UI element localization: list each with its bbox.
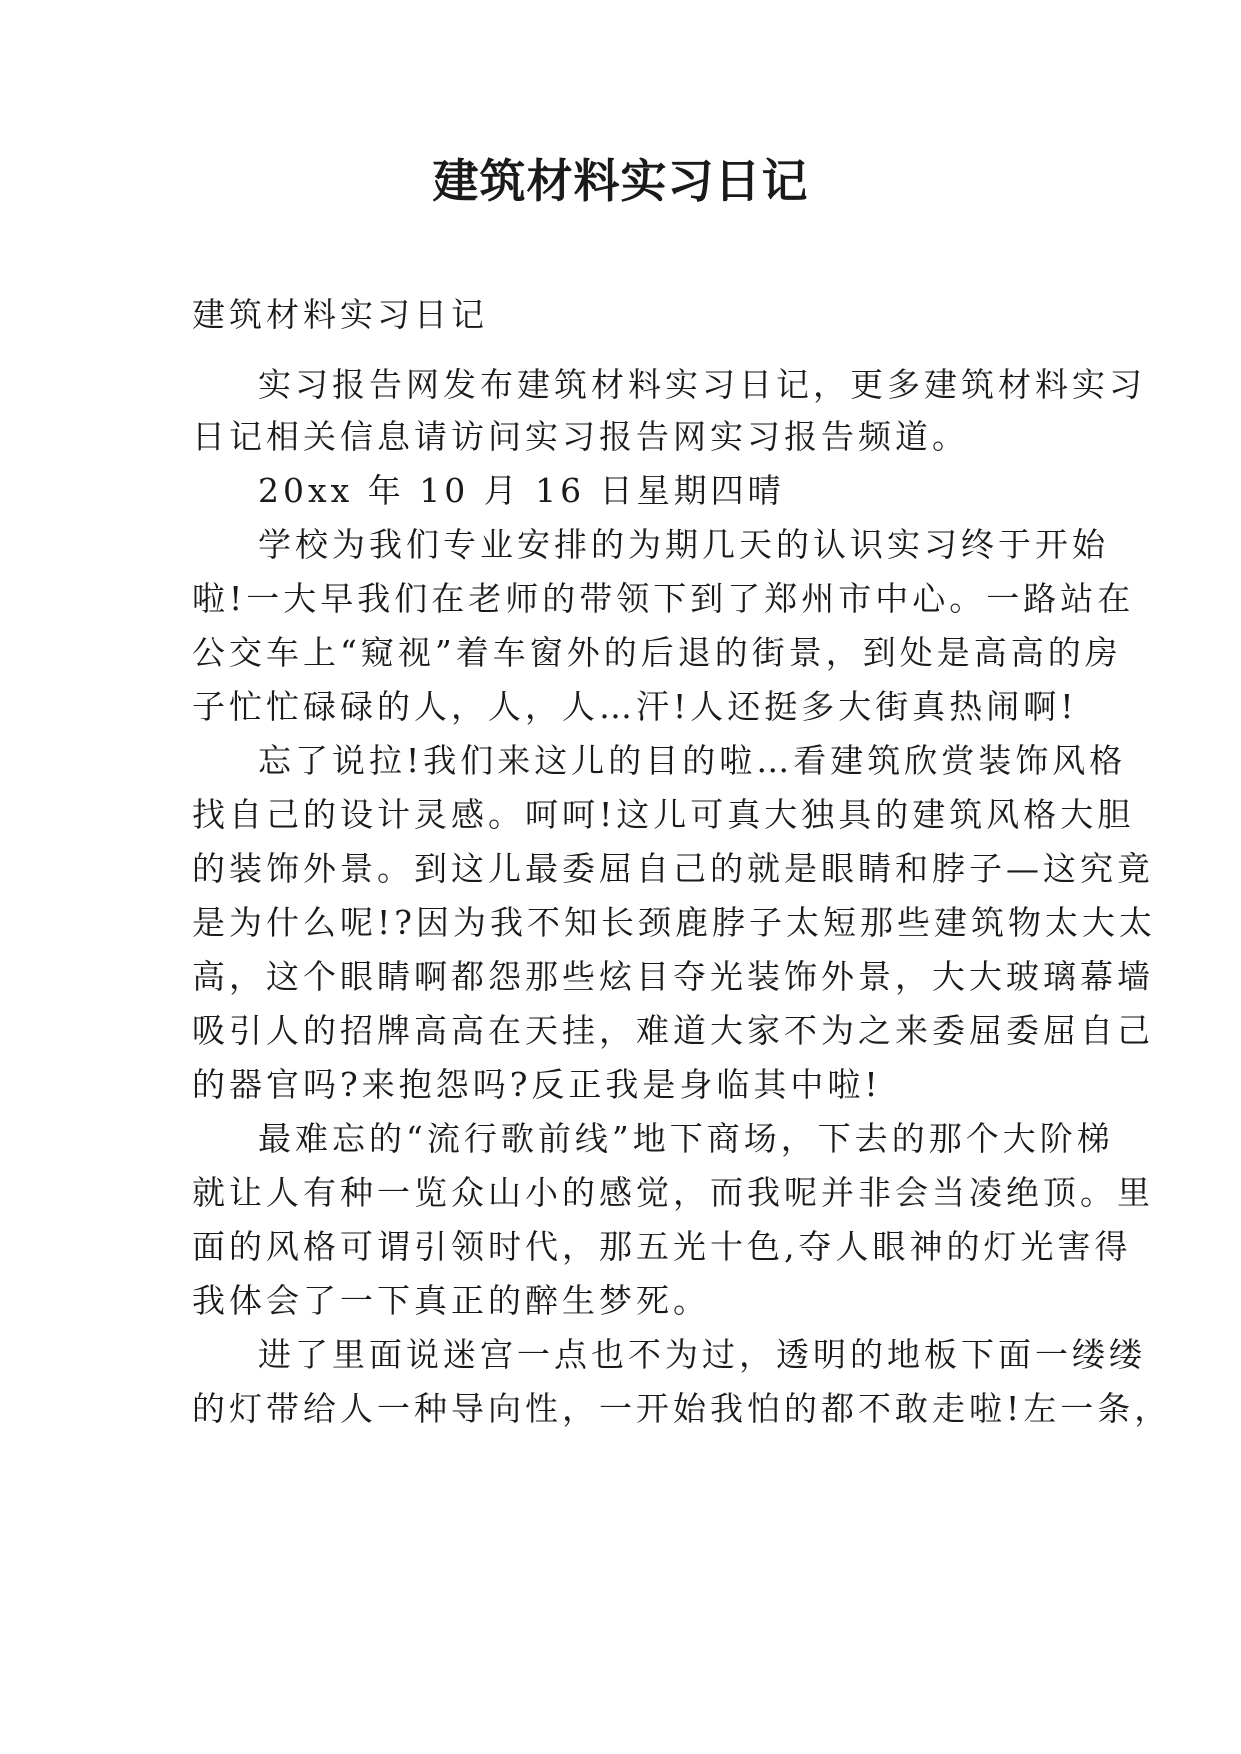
text-line: 的器官吗?来抱怨吗?反正我是身临其中啦! [192,1065,882,1104]
text-line: 的装饰外景。到这儿最委屈自己的就是眼睛和脖子—这究竟 [192,849,1154,888]
text-line: 最难忘的“流行歌前线”地下商场，下去的那个大阶梯 [258,1119,1114,1158]
document-title: 建筑材料实习日记 [432,154,809,208]
text-line: 日记相关信息请访问实习报告网实习报告频道。 [192,417,969,456]
date-line: 20xx 年 10 月 16 日星期四晴 [258,471,785,510]
text-line: 高，这个眼睛啊都怨那些炫目夺光装饰外景，大大玻璃幕墙 [192,957,1154,996]
text-line: 学校为我们专业安排的为期几天的认识实习终于开始 [258,525,1109,564]
document-subtitle: 建筑材料实习日记 [192,295,488,334]
text-line: 就让人有种一览众山小的感觉，而我呢并非会当凌绝顶。里 [192,1173,1154,1212]
text-line: 进了里面说迷宫一点也不为过，透明的地板下面一缕缕 [258,1335,1146,1374]
text-line: 的灯带给人一种导向性，一开始我怕的都不敢走啦!左一条， [192,1389,1172,1428]
text-line: 我体会了一下真正的醉生梦死。 [192,1281,710,1320]
text-line: 吸引人的招牌高高在天挂，难道大家不为之来委屈委屈自己 [192,1011,1154,1050]
text-line: 啦!一大早我们在老师的带领下到了郑州市中心。一路站在 [192,579,1135,618]
text-line: 找自己的设计灵感。呵呵!这儿可真大独具的建筑风格大胆 [192,795,1135,834]
text-line: 公交车上“窥视”着车窗外的后退的街景，到处是高高的房 [192,633,1122,672]
text-line: 是为什么呢!?因为我不知长颈鹿脖子太短那些建筑物太大太 [192,903,1156,942]
text-line: 面的风格可谓引领时代，那五光十色,夺人眼神的灯光害得 [192,1227,1132,1266]
text-line: 子忙忙碌碌的人，人，人…汗!人还挺多大街真热闹啊! [192,687,1078,726]
text-line: 实习报告网发布建筑材料实习日记，更多建筑材料实习 [258,365,1146,404]
text-line: 忘了说拉!我们来这儿的目的啦…看建筑欣赏装饰风格 [258,741,1127,780]
